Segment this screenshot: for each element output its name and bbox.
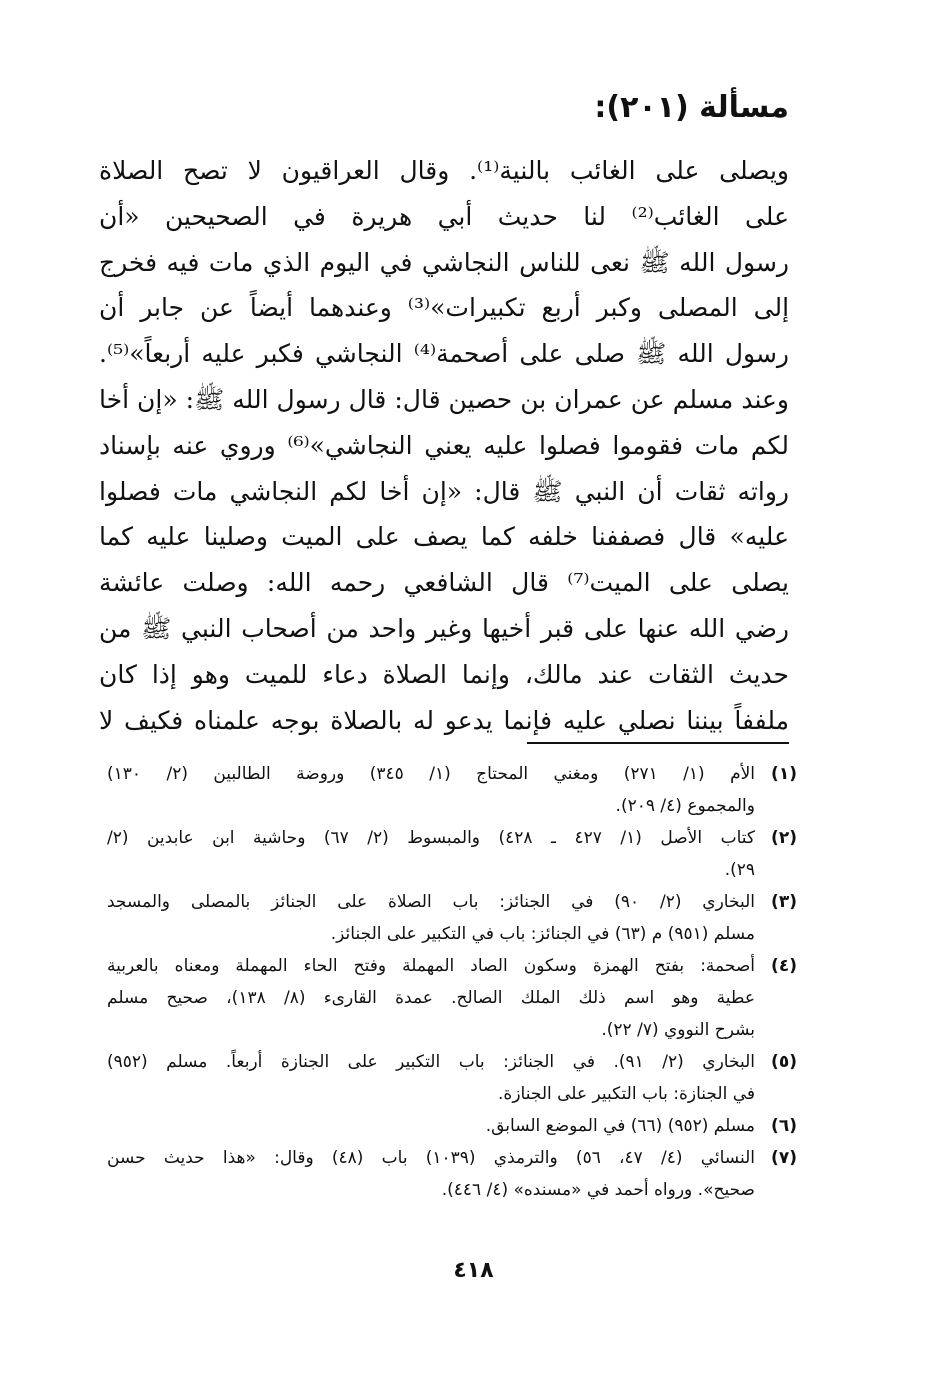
footnote-number: (٥) [771,1052,797,1072]
footnote [107,1142,797,1206]
body-line: رسول الله ﷺ صلى على أصحمة⁽⁴⁾ النجاشي فكبر عليه أربعاً»⁽⁵⁾. [99,339,789,369]
body-text [99,148,789,743]
footnote [107,1110,797,1142]
footnote-line: الأم (١/ ٢٧١) ومغني المحتاج (١/ ٣٤٥) وروضة الطالبين (٢/ ١٣٠) [107,764,756,784]
body-line: عليه» قال فصففنا خلفه كما يصف على الميت وصلينا عليه كما [99,522,789,552]
footnote [107,950,797,1046]
footnote-line: كتاب الأصل (١/ ٤٢٧ ـ ٤٢٨) والمبسوط (٢/ ٦٧) وحاشية ابن عابدين (٢/ [107,828,755,848]
footnote-separator [527,742,789,744]
footnote-line: ٢٩). [724,860,755,880]
footnote [107,886,797,950]
body-line: لكم مات فقوموا فصلوا عليه يعني النجاشي»⁽⁶⁾ وروي عنه بإسناد [99,430,789,460]
footnote-number: (٢) [771,828,797,848]
body-line: على الغائب⁽²⁾ لنا حديث أبي هريرة في الصحيحين «أن [99,201,789,231]
page-number: ٤١٨ [453,1258,494,1283]
footnote-number: (٤) [771,956,797,976]
body-line: يصلى على الميت⁽⁷⁾ قال الشافعي رحمه الله: وصلت عائشة [99,568,789,598]
footnote-line: صحيح». ورواه أحمد في «مسنده» (٤/ ٤٤٦). [441,1180,755,1200]
footnote-line: مسلم (٩٥١) م (٦٣) في الجنائز: باب في التكبير على الجنائز. [330,924,755,944]
footnote-line: مسلم (٩٥٢) (٦٦) في الموضع السابق. [485,1116,755,1136]
footnotes [107,758,797,1206]
footnote [107,758,797,822]
body-line: وعند مسلم عن عمران بن حصين قال: قال رسول الله ﷺ: «إن أخا [99,384,789,414]
footnote-number: (٦) [771,1116,797,1136]
body-line: حديث الثقات عند مالك، وإنما الصلاة دعاء للميت وهو إذا كان [99,659,789,689]
body-line: ويصلى على الغائب بالنية⁽¹⁾. وقال العراقيون لا تصح الصلاة [99,156,789,185]
footnote [107,1046,797,1110]
body-line: ملففاً بيننا نصلي عليه فإنما يدعو له بالصلاة بوجه علمناه فكيف لا [99,705,789,735]
body-line: رضي الله عنها على قبر أخيها وغير واحد من أصحاب النبي ﷺ من [99,613,789,643]
footnote-line: بشرح النووي (٧/ ٢٢). [601,1020,755,1040]
footnote [107,822,797,886]
footnote-line: أصحمة: بفتح الهمزة وسكون الصاد المهملة وفتح الحاء المهملة ومعناه بالعربية [107,956,755,976]
body-line: إلى المصلى وكبر أربع تكبيرات»⁽³⁾ وعندهما أيضاً عن جابر أن [99,293,790,323]
footnote-number: (١) [771,764,797,784]
footnote-line: في الجنازة: باب التكبير على الجنازة. [498,1084,755,1104]
footnote-number: (٣) [771,892,797,912]
footnote-line: والمجموع (٤/ ٢٠٩). [615,796,755,816]
body-line: رواته ثقات أن النبي ﷺ قال: «إن أخا لكم النجاشي مات فصلوا [99,476,789,506]
footnote-line: البخاري (٢/ ٩٠) في الجنائز: باب الصلاة على الجنائز بالمصلى والمسجد [107,892,755,912]
footnote-line: عطية وهو اسم ذلك الملك الصالح. عمدة القارىء (٨/ ١٣٨)، صحيح مسلم [107,988,756,1008]
issue-heading: مسألة (٢٠١): [594,90,789,125]
footnote-line: البخاري (٢/ ٩١). في الجنائز: باب التكبير على الجنازة أربعاً. مسلم (٩٥٢) [107,1052,755,1072]
footnote-number: (٧) [771,1148,797,1168]
body-line: رسول الله ﷺ نعى للناس النجاشي في اليوم الذي مات فيه فخرج [99,247,789,277]
footnote-line: النسائي (٤/ ٤٧، ٥٦) والترمذي (١٠٣٩) باب (٤٨) وقال: «هذا حديث حسن [107,1148,755,1168]
